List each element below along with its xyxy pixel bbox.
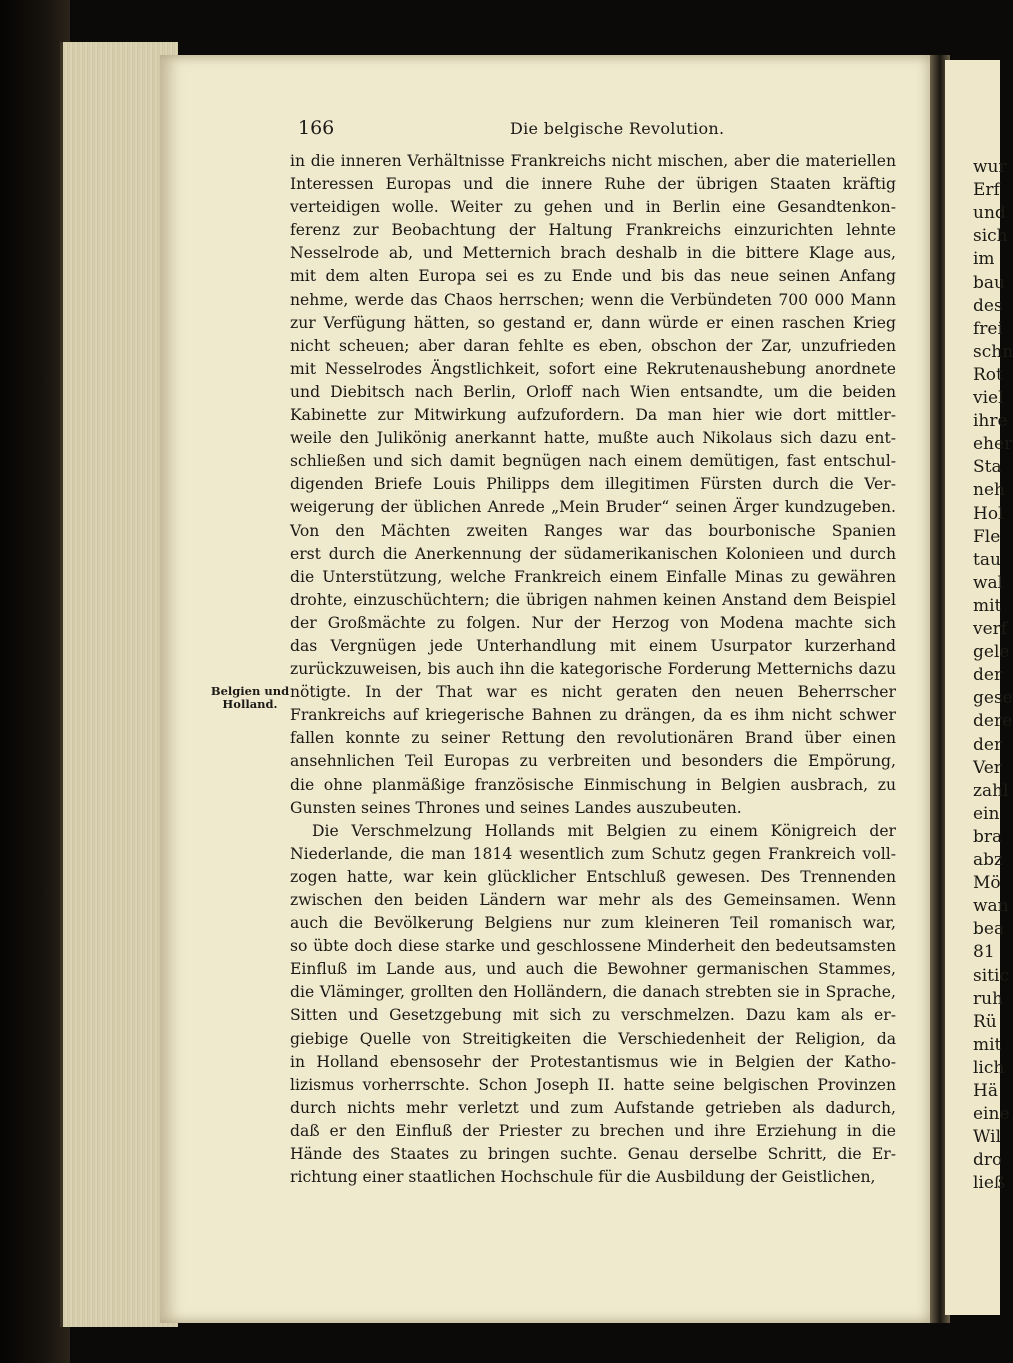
text-line: Gunsten seines Thrones und seines Landes auszubeuten. [290, 798, 742, 817]
body-text [290, 150, 896, 1189]
text-line: durch nichts mehr verletzt und zum Aufstande getrieben als dadurch, [290, 1098, 896, 1117]
text-line: giebige Quelle von Streitigkeiten die Verschiedenheit der Religion, da [290, 1029, 896, 1048]
facing-page-fragment: abz [973, 850, 1003, 870]
text-line: Von den Mächten zweiten Ranges war das bourbonische Spanien [290, 521, 896, 540]
facing-page-fragment: mit [973, 1034, 1002, 1055]
facing-page-fragment: dere [973, 711, 1013, 732]
text-line: verteidigen wolle. Weiter zu gehen und in Berlin eine Gesandtenkon- [290, 198, 896, 217]
text-line: Nesselrode ab, und Metternich brach deshalb in die bittere Klage aus, [290, 244, 896, 263]
text-line: fallen konnte zu seiner Rettung den revolutionären Brand über einen [290, 729, 896, 748]
facing-page-fragment: Ver [973, 757, 1002, 778]
facing-page-fragment: mit [973, 595, 1002, 616]
text-line: nötigte. In der That war es nicht geraten den neuen Beherrscher [290, 683, 896, 702]
facing-page-fragment: 81 [973, 942, 995, 963]
text-line: Niederlande, die man 1814 wesentlich zum Schutz gegen Frankreich voll- [290, 844, 896, 863]
text-line: nehme, werde das Chaos herrschen; wenn die Verbündeten 700 000 Mann [290, 290, 896, 309]
facing-page-fragment: Sta [973, 457, 1002, 478]
text-line: richtung einer staatlichen Hochschule für die Ausbildung der Geistlichen, [290, 1168, 876, 1187]
text-line: daß er den Einfluß der Priester zu brechen und ihre Erziehung in die [290, 1121, 896, 1140]
text-line: mit Nesselrodes Ängstlichkeit, sofort eine Rekrutenaushebung anordnete [290, 359, 896, 378]
text-line: in die inneren Verhältnisse Frankreichs nicht mischen, aber die materiellen [290, 152, 896, 170]
facing-page-fragment: tau [973, 549, 1001, 570]
text-line: die Vläminger, grollten den Holländern, die danach strebten sie in Sprache, [290, 983, 896, 1002]
text-line: mit dem alten Europa sei es zu Ende und bis das neue seinen Anfang [290, 267, 896, 286]
text-line: nicht scheuen; aber daran fehlte es eben, obschon der Zar, unzufrieden [290, 336, 896, 355]
text-line: Einfluß im Lande aus, und auch die Bewohner germanischen Stammes, [290, 960, 896, 979]
facing-page-fragment: gele [973, 642, 1010, 663]
text-line: Hände des Staates zu bringen suchte. Genau derselbe Schritt, die Er- [290, 1145, 896, 1164]
text-line: Interessen Europas und die innere Ruhe der übrigen Staaten kräftig [290, 175, 896, 194]
text-line: der Großmächte zu folgen. Nur der Herzog von Modena machte sich [290, 613, 896, 632]
running-title: Die belgische Revolution. [510, 119, 725, 138]
facing-page-fragment: Hä [973, 1081, 998, 1101]
facing-page-fragment: Erf [973, 180, 1000, 201]
text-line: digenden Briefe Louis Philipps dem illegitimen Fürsten durch die Ver- [290, 475, 896, 494]
text-line: auch die Bevölkerung Belgiens nur zum kleineren Teil romanisch war, [290, 914, 896, 933]
text-line: in Holland ebensosehr der Protestantismus wie in Belgien der Katho- [290, 1052, 896, 1071]
text-line: erst durch die Anerkennung der südamerikanischen Kolonieen und durch [290, 544, 896, 563]
facing-page-fragment: gese [973, 688, 1013, 709]
facing-page-fragment: eine [973, 1104, 1010, 1125]
page-number: 166 [298, 117, 335, 139]
facing-page-edge [945, 60, 1013, 1315]
facing-page-fragment: bea [973, 919, 1005, 940]
text-line: ansehnlichen Teil Europas zu verbreiten und besonders die Empörung, [290, 752, 896, 771]
page-header [298, 117, 898, 141]
text-line: Sitten und Gesetzgebung mit sich zu verschmelzen. Dazu kam als er- [290, 1006, 896, 1025]
text-line: drohte, einzuschüchtern; die übrigen nahmen keinen Anstand dem Beispiel [290, 590, 896, 609]
facing-page-fragment: neh [973, 480, 1005, 501]
facing-page-fragment: ein [973, 803, 1000, 824]
facing-page-fragment: im [973, 249, 995, 270]
text-line: Die Verschmelzung Hollands mit Belgien zu einem Königreich der [312, 821, 896, 840]
margin-note [210, 685, 290, 711]
facing-page-fragment: eher [973, 434, 1013, 455]
facing-page-fragment: der [973, 665, 1003, 686]
facing-page-fragment: ließ [973, 1173, 1006, 1194]
margin-note-line: Holland. [222, 697, 278, 711]
facing-page-fragment: dro [973, 1150, 1003, 1171]
facing-page-fragment: wan [973, 896, 1009, 917]
facing-page-fragment: wal [973, 572, 1004, 593]
facing-page-fragment: wur [973, 157, 1007, 177]
text-line: zwischen den beiden Ländern war mehr als des Gemeinsamen. Wenn [290, 891, 896, 909]
facing-page-fragment: schn [973, 341, 1013, 362]
text-line: Kabinette zur Mitwirkung aufzufordern. Da man hier wie dort mittler- [290, 406, 896, 425]
text-line: ferenz zur Beobachtung der Haltung Frankreichs einzurichten lehnte [290, 221, 896, 240]
facing-page-fragment: bra [973, 826, 1003, 847]
facing-page-fragment: ihre [973, 411, 1008, 432]
text-line: schließen und sich damit begnügen nach einem demütigen, fast entschul- [290, 452, 896, 471]
facing-page-fragment: Mö [973, 873, 1001, 894]
facing-page-fragment: bau [973, 272, 1005, 293]
facing-page-fragment: Hol [973, 503, 1004, 524]
facing-page-fragment: und [973, 203, 1006, 224]
facing-page-fragment: des [973, 295, 1003, 316]
margin-note-line: Belgien und [210, 684, 290, 698]
facing-page-fragment: sitic [973, 965, 1009, 986]
text-line: Frankreichs auf kriegerische Bahnen zu drängen, da es ihm nicht schwer [290, 706, 896, 725]
facing-page-fragment: Rü [973, 1011, 997, 1032]
facing-page-fragment: viel [973, 388, 1004, 408]
facing-page-fragment: zahl [973, 780, 1009, 801]
text-line: und Diebitsch nach Berlin, Orloff nach Wien entsandte, um die beiden [290, 382, 896, 401]
facing-page-fragment: verf [973, 619, 1008, 639]
facing-page-fragment: ruh [973, 988, 1004, 1009]
facing-page-fragment: Wil [973, 1127, 1002, 1148]
text-line: die Unterstützung, welche Frankreich einem Einfalle Minas zu gewähren [290, 567, 896, 586]
facing-page-fragment: Rot [973, 364, 1003, 385]
facing-page-fragment: frei [973, 318, 1003, 339]
text-line: die ohne planmäßige französische Einmischung in Belgien ausbrach, zu [290, 775, 896, 794]
text-line: zur Verfügung hätten, so gestand er, dann würde er einen raschen Krieg [290, 313, 896, 332]
facing-page-fragment: Fle [973, 526, 1001, 547]
facing-page-fragment: sich [973, 226, 1008, 247]
text-line: zogen hatte, war kein glücklicher Entschluß gewesen. Des Trennenden [290, 867, 896, 886]
text-line: so übte doch diese starke und geschlossene Minderheit den bedeutsamsten [290, 937, 896, 956]
facing-page-fragment: lich [973, 1057, 1005, 1078]
text-line: zurückzuweisen, bis auch ihn die kategorische Forderung Metternichs dazu [290, 660, 896, 679]
text-line: das Vergnügen jede Unterhandlung mit einem Usurpator kurzerhand [290, 636, 896, 655]
text-line: weigerung der üblichen Anrede „Mein Bruder“ seinen Ärger kundzugeben. [290, 498, 896, 517]
text-line: lizismus vorherrschte. Schon Joseph II. hatte seine belgischen Provinzen [290, 1075, 896, 1094]
facing-page-fragment: der [973, 734, 1003, 755]
text-line: weile den Julikönig anerkannt hatte, mußte auch Nikolaus sich dazu ent- [290, 429, 896, 448]
